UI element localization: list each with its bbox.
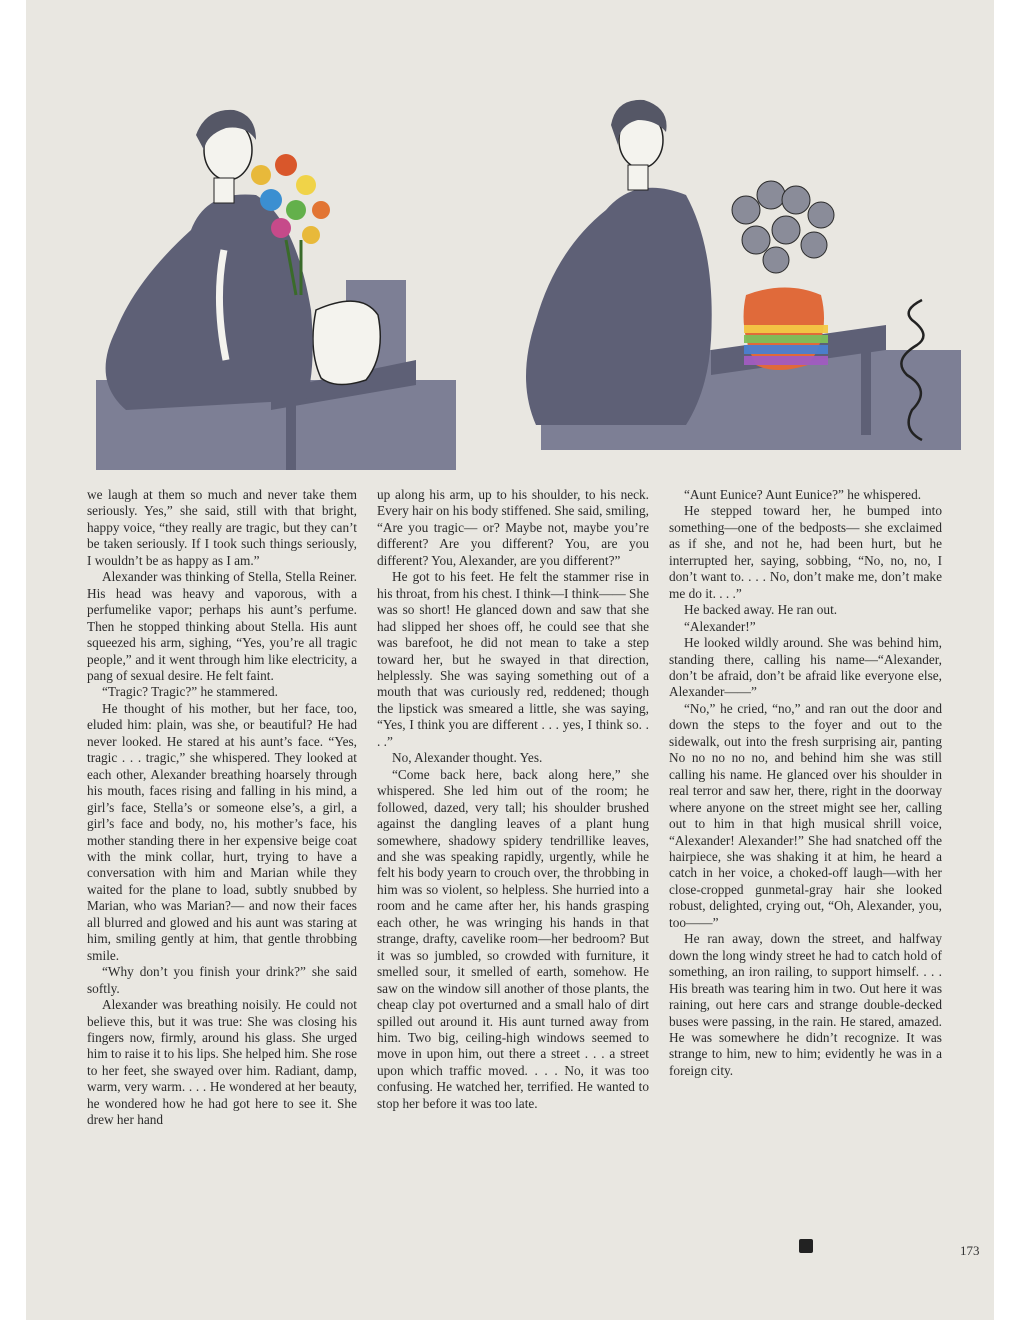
paragraph: He stepped toward her, he bumped into something—one of the bedposts— she exclaimed as if she, and not he, had been hurt, but he interrupted her, saying, sobbing, “No, no, no, I don’t want to. . . . No, don’t make me, don’t make me do it. . . .”: [669, 503, 942, 601]
paragraph: “No,” he cried, “no,” and ran out the door and down the steps to the foyer and out to the sidewalk, out into the fresh surprising air, panting No no no no no, and behind him she was still calling his name. He glanced over his shoulder in real terror and saw her, there, right in the doorway where anyone on the street might see her, calling out to him in that high musical shrill voice, “Alexander! Alexander!” She had snatched off the hairpiece, she was shaking it at him, he heard a catch in her voice, a choked-off laugh—with her close-cropped gunmetal-gray hair she looked robust, delighted, crying out, “Oh, Alexander, you, too——”: [669, 700, 942, 930]
artist-signature: [882, 290, 942, 450]
paragraph: He looked wildly around. She was behind him, standing there, calling his name—“Alexander, don’t be afraid, don’t be afraid like everyone else, Alexander——”: [669, 635, 942, 700]
paragraph: He backed away. He ran out.: [684, 602, 838, 618]
magazine-page: [26, 0, 994, 1320]
text-column-1: [87, 487, 357, 1129]
paragraph: up along his arm, up to his shoulder, to his neck. Every hair on his body stiffened. She said, smiling, “Are you tragic— or? Maybe not, maybe you’re different? Are you different? You, are you different? You, Alexander, are you different?”: [377, 487, 649, 568]
paragraph: He thought of his mother, but her face, too, eluded him: plain, was she, or beautiful? He had never looked. He stared at his aunt’s face. “Yes, tragic . . . tragic,” she whispered. They looked at each other, Alexander breathing hoarsely through his mouth, faces rising and falling in his mind, a girl’s face, Stella’s or someone else’s, a girl, a girl’s face and body, no, his mother’s face, his mother standing there in her expensive beige coat with the mink collar, hurt, trying to have a conversation with him and Marian while they waited for the plane to load, subtly snubbed by Marian, who was Marian?— and now their faces all blurred and glowed and his aunt was staring at him, smiling gently at him, that gentle throbbing smile.: [87, 700, 357, 963]
paragraph: Alexander was thinking of Stella, Stella Reiner. His head was heavy and vaporous, with a perfumelike vapor; perhaps his aunt’s perfume. Then he stopped thinking about Stella. His aunt squeezed his arm, sighing, “Yes, you’re all tragic people,” and it went through him like electricity, a pang of sexual desire. He felt faint.: [87, 569, 357, 683]
paragraph: “Come back here, back along here,” she whispered. She led him out of the room; he followed, dazed, very tall; his shoulder brushed against the dangling leaves of a plant hung somewhere, shadowy spidery tendrillike leaves, and she was speaking rapidly, urgently, while he felt his body yearn to crouch over, the throbbing in him was so violent, so helpless. She hurried into a room and he came after her, his hands grasping each other, he was wringing his hands in that strange, drafty, cavelike room—her bedroom? But it was so jumbled, so crowded with furniture, it smelled sour, it smelled of earth, somehow. He saw on the window sill another of those plants, the cheap clay pot overturned and a small halo of dirt spilled out around it. His aunt turned away from him. Two big, ceiling-high windows seemed to move in upon him, out there a street . . . a street upon which traffic moved. . . . No, it was too confusing. He watched her, terrified. He wanted to stop her before it was too late.: [377, 766, 649, 1111]
text-column-2: [377, 487, 649, 1112]
playboy-rabbit-icon: [799, 1239, 813, 1253]
paragraph: He ran away, down the street, and halfway down the long windy street he had to catch hold of something, an iron railing, to support himself. . . . His breath was tearing him in two. Out here it was raining, out here cars and strange double-decked buses were passing, in the rain. He stared, amazed. He was somewhere he didn’t recognize. It was strange to him, new to him; evidently he was in a foreign city.: [669, 931, 942, 1078]
paragraph: No, Alexander thought. Yes.: [392, 750, 543, 766]
paragraph: “Why don’t you finish your drink?” she said softly.: [87, 964, 357, 996]
paragraph: “Alexander!”: [684, 618, 756, 634]
paragraph: we laugh at them so much and never take them seriously. Yes,” she said, still with that bright, happy voice, “they really are tragic, but they can’t be taken seriously. If I took such things seriously, I wouldn’t be as happy as I am.”: [87, 487, 357, 568]
paragraph: “Aunt Eunice? Aunt Eunice?” he whispered.: [684, 487, 922, 502]
paragraph: He got to his feet. He felt the stammer rise in his throat, from his chest. I think—I think—— She was so short! He glanced down and saw that she had slipped her shoes off, he could see that she was barefoot, he did not mean to take a step toward her, but he swayed in that direction, helplessly. She was saying something out of a mouth that was curiously red, reddened; though the lipstick was smeared a little, she was saying, “Yes, I think you are different . . . yes, I think so. . . .”: [377, 569, 649, 749]
paragraph: “Tragic? Tragic?” he stammered.: [102, 684, 279, 700]
text-column-3: [669, 487, 942, 1079]
page-number: 173: [960, 1243, 980, 1258]
paragraph: Alexander was breathing noisily. He could not believe this, but it was true: She was closing his fingers now, firmly, around his glass. She urged him to raise it to his lips. She helped him. She rose to her feet, she swayed over him. Radiant, damp, warm, very warm. . . . He wondered at her beauty, he wondered how he had got here to see it. She drew her hand: [87, 997, 357, 1128]
left-panel-illustration: [96, 110, 456, 470]
illustration: [96, 80, 976, 475]
